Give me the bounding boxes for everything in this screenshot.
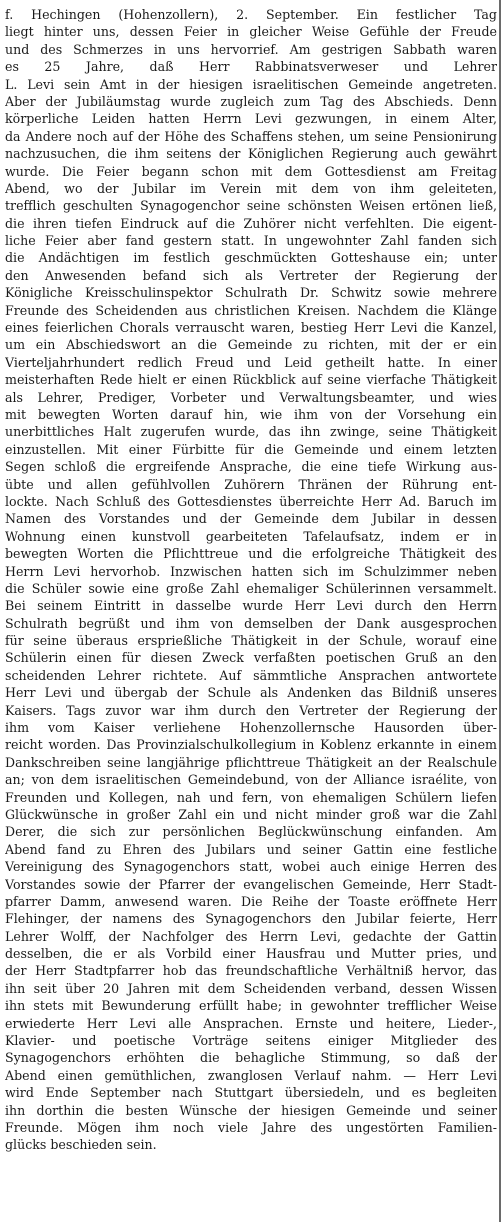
article-line: da Andere noch auf der Höhe des Schaffens stehen, um seine Pensionirung (5, 128, 497, 144)
article-line: ihm vom Kaiser verliehene Hohenzollernsche Hausorden über- (5, 720, 497, 736)
article-line: Lehrer Wolff, der Nachfolger des Herrn Levi, gedachte der Gattin (5, 928, 497, 944)
article-line: pfarrer Damm, anwesend waren. Die Reihe der Toaste eröffnete Herr (5, 893, 497, 909)
article-line: scheidenden Lehrer richtete. Auf sämmtliche Ansprachen antwortete (5, 667, 497, 683)
article-line: Abend einen gemüthlichen, zwanglosen Verlauf nahm. — Herr Levi (5, 1067, 497, 1083)
article-line: Freunde des Scheidenden aus christlichen Kreisen. Nachdem die Klänge (5, 302, 497, 318)
article-line: desselben, die er als Vorbild einer Hausfrau und Mutter pries, und (5, 946, 497, 962)
article-line: eines feierlichen Chorals verrauscht waren, bestieg Herr Levi die Kanzel, (5, 320, 497, 336)
article-line: Bei seinem Eintritt in dasselbe wurde Herr Levi durch den Herrn (5, 598, 497, 614)
article-line: um ein Abschiedswort an die Gemeinde zu richten, mit der er ein (5, 337, 497, 353)
article-line: Königliche Kreisschulinspektor Schulrath Dr. Schwitz sowie mehrere (5, 285, 497, 301)
article-line: liche Feier aber fand gestern statt. In ungewohnter Zahl fanden sich (5, 233, 497, 249)
article-line: Kaisers. Tags zuvor war ihm durch den Vertreter der Regierung der (5, 702, 497, 718)
article-line: Freunde. Mögen ihm noch viele Jahre des ungestörten Familien- (5, 1120, 497, 1135)
article-line: die Schüler sowie eine große Zahl ehemaliger Schülerinnen versammelt. (5, 580, 497, 596)
article-line: Herrn Levi hervorhob. Inzwischen hatten sich im Schulzimmer neben (5, 563, 497, 579)
article-line: der Herr Stadtpfarrer hob das freundschaftliche Verhältniß hervor, das (5, 963, 497, 979)
article-line: Segen schloß die ergreifende Ansprache, die eine tiefe Wirkung aus- (5, 459, 497, 475)
article-line: und des Schmerzes in uns hervorrief. Am gestrigen Sabbath waren (5, 41, 497, 57)
article-line: die ihren tiefen Eindruck auf die Zuhörer nicht verfehlten. Die eigent- (5, 215, 497, 231)
article-line: Abend fand zu Ehren des Jubilars und seiner Gattin eine festliche (5, 841, 497, 857)
article-line: meisterhaften Rede hielt er einen Rückblick auf seine vierfache Thätigkeit (5, 372, 497, 388)
article-line: es 25 Jahre, daß Herr Rabbinatsverweser und Lehrer (5, 59, 497, 75)
article-line: Dankschreiben seine langjährige pflichttreue Thätigkeit an der Realschule (5, 754, 497, 770)
article-line: Synagogenchors erhöhten die behagliche Stimmung, so daß der (5, 1050, 497, 1066)
article-line: Flehinger, der namens des Synagogenchors den Jubilar feierte, Herr (5, 911, 497, 927)
article-line: liegt hinter uns, dessen Feier in gleicher Weise Gefühle der Freude (5, 24, 497, 40)
article-line: lockte. Nach Schluß des Gottesdienstes überreichte Herr Ad. Baruch im (5, 493, 497, 509)
article-line: Vierteljahrhundert redlich Freud und Leid getheilt hatte. In einer (5, 354, 497, 370)
article-line: übte und allen gefühlvollen Zuhörern Thränen der Rührung ent- (5, 476, 497, 492)
article-line: Vorstandes sowie der Pfarrer der evangelischen Gemeinde, Herr Stadt- (5, 876, 497, 892)
article-line: Schülerin einen für diesen Zweck verfaßten poetischen Gruß an den (5, 650, 497, 666)
article-line: erwiederte Herr Levi alle Ansprachen. Ernste und heitere, Lieder-, (5, 1015, 497, 1031)
article-line: einzustellen. Mit einer Fürbitte für die Gemeinde und einem letzten (5, 441, 497, 457)
article-line: trefflich geschulten Synagogenchor seine schönsten Weisen ertönen ließ, (5, 198, 497, 214)
article-line: Schulrath begrüßt und ihm von demselben der Dank ausgesprochen (5, 615, 497, 631)
article-line: Aber der Jubiläumstag wurde zugleich zum Tag des Abschieds. Denn (5, 93, 497, 109)
article-line: Freunden und Kollegen, nah und fern, von ehemaligen Schülern liefen (5, 789, 497, 805)
article-line: ihn stets mit Bewunderung erfüllt habe; in gewohnter trefflicher Weise (5, 998, 497, 1014)
article-line: wird Ende September nach Stuttgart übersiedeln, und es begleiten (5, 1085, 497, 1101)
article-line: ihn seit über 20 Jahren mit dem Scheidenden verband, dessen Wissen (5, 980, 497, 996)
article-line: reicht worden. Das Provinzialschulkollegium in Koblenz erkannte in einem (5, 737, 497, 753)
article-line: körperliche Leiden hatten Herrn Levi gezwungen, in einem Alter, (5, 111, 497, 127)
article-line: mit bewegten Worten darauf hin, wie ihm von der Vorsehung ein (5, 406, 497, 422)
article-line: Glückwünsche in großer Zahl ein und nicht minder groß war die Zahl (5, 806, 497, 822)
column-rule (499, 0, 501, 1222)
article-line: Derer, die sich zur persönlichen Beglückwünschung einfanden. Am (5, 824, 497, 840)
article-line: Namen des Vorstandes und der Gemeinde dem Jubilar in dessen (5, 511, 497, 527)
article-line: Wohnung einen kunstvoll gearbeiteten Tafelaufsatz, indem er in (5, 528, 497, 544)
article-line: Klavier- und poetische Vorträge seitens einiger Mitglieder des (5, 1033, 497, 1049)
article-line: L. Levi sein Amt in der hiesigen israelitischen Gemeinde angetreten. (5, 76, 497, 92)
article-line: bewegten Worten die Pflichttreue und die erfolgreiche Thätigkeit des (5, 546, 497, 562)
article-line: Herr Levi und übergab der Schule als Andenken das Bildniß unseres (5, 685, 497, 701)
article-line: ihn dorthin die besten Wünsche der hiesigen Gemeinde und seiner (5, 1102, 497, 1118)
article-line: als Lehrer, Prediger, Vorbeter und Verwaltungsbeamter, und wies (5, 389, 497, 405)
article-line: die Andächtigen im festlich geschmückten Gotteshause ein; unter (5, 250, 497, 266)
article-line: wurde. Die Feier begann schon mit dem Gottesdienst am Freitag (5, 163, 497, 179)
article-line: Abend, wo der Jubilar im Verein mit dem von ihm geleiteten, (5, 180, 497, 196)
article-line: für seine überaus ersprießliche Thätigkeit in der Schule, worauf eine (5, 633, 497, 649)
article-line: nachzusuchen, die ihm seitens der Königlichen Regierung auch gewährt (5, 146, 497, 162)
article-text (5, 6, 497, 1154)
article-line: f. Hechingen (Hohenzollern), 2. September. Ein festlicher Tag (5, 7, 497, 22)
article-line: an; von dem israelitischen Gemeindebund, von der Alliance israélite, von (5, 772, 497, 788)
article-line: glücks beschieden sein. (5, 1137, 157, 1153)
article-line: unerbittliches Halt zugerufen wurde, das ihn zwinge, seine Thätigkeit (5, 424, 497, 440)
article-line: Vereinigung des Synagogenchors statt, wobei auch einige Herren des (5, 859, 497, 875)
article-line: den Anwesenden befand sich als Vertreter der Regierung der (5, 267, 497, 283)
